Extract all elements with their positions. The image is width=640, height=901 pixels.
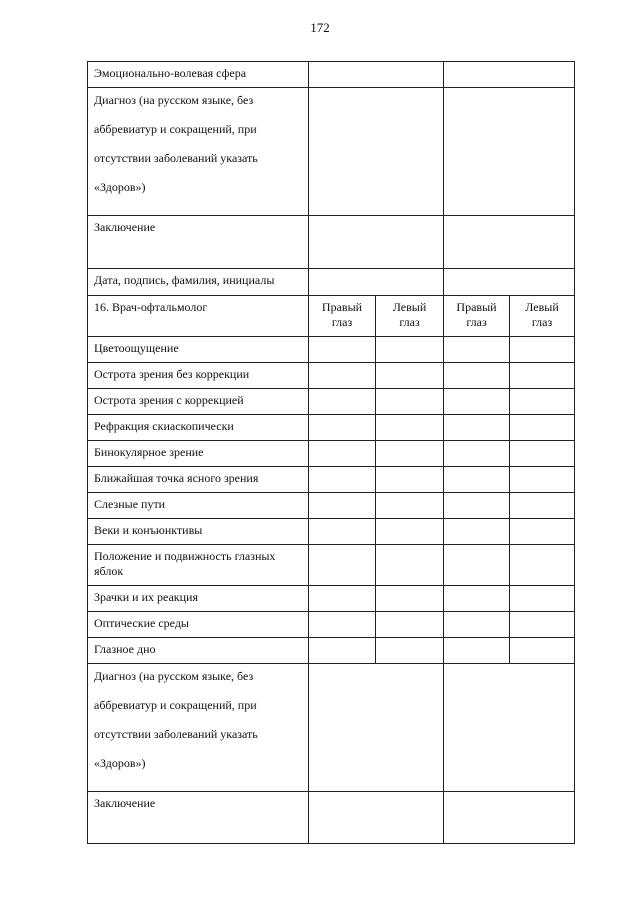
row-label: Положение и подвижность глазных яблок <box>88 545 309 586</box>
cell <box>510 545 575 586</box>
cell <box>510 441 575 467</box>
row-label: Зрачки и их реакция <box>88 586 309 612</box>
cell <box>376 389 444 415</box>
table-row <box>88 88 575 216</box>
conclusion-value-1 <box>309 216 444 269</box>
cell <box>309 519 376 545</box>
diagnosis-line: отсутствии заболеваний указать <box>94 151 258 165</box>
diagnosis-label <box>88 664 309 792</box>
emotional-sphere-value-2 <box>444 62 575 88</box>
cell <box>510 363 575 389</box>
signature-value-1 <box>309 269 444 296</box>
cell <box>444 441 510 467</box>
table-row <box>88 389 575 415</box>
cell <box>444 638 510 664</box>
cell <box>309 337 376 363</box>
diagnosis-label <box>88 88 309 216</box>
table-row <box>88 519 575 545</box>
row-label: Острота зрения без коррекции <box>88 363 309 389</box>
table-header-row <box>88 296 575 337</box>
cell <box>376 363 444 389</box>
col-header-right-eye-1: Правый глаз <box>309 296 376 337</box>
table-row <box>88 269 575 296</box>
diagnosis-line: «Здоров») <box>94 180 146 194</box>
conclusion-value-2 <box>444 792 575 844</box>
table-row <box>88 638 575 664</box>
cell <box>510 415 575 441</box>
cell <box>376 638 444 664</box>
row-label: Бинокулярное зрение <box>88 441 309 467</box>
row-label: Рефракция скиаскопически <box>88 415 309 441</box>
table-row <box>88 337 575 363</box>
cell <box>376 612 444 638</box>
cell <box>444 389 510 415</box>
diagnosis-line: аббревиатур и сокращений, при <box>94 698 257 712</box>
row-label: Веки и конъюнктивы <box>88 519 309 545</box>
cell <box>510 638 575 664</box>
diagnosis-line: Диагноз (на русском языке, без <box>94 669 254 683</box>
col-header-left-eye-2: Левый глаз <box>510 296 575 337</box>
diagnosis-value-1 <box>309 88 444 216</box>
cell <box>444 519 510 545</box>
conclusion-value-2 <box>444 216 575 269</box>
conclusion-label: Заключение <box>88 792 309 844</box>
table-row <box>88 545 575 586</box>
ophthalmologist-table <box>87 295 575 844</box>
cell <box>309 612 376 638</box>
table-row <box>88 493 575 519</box>
cell <box>376 586 444 612</box>
cell <box>444 467 510 493</box>
row-label: Цветоощущение <box>88 337 309 363</box>
cell <box>376 545 444 586</box>
table-row <box>88 612 575 638</box>
cell <box>309 493 376 519</box>
diagnosis-value-2 <box>444 664 575 792</box>
cell <box>309 415 376 441</box>
row-label: Оптические среды <box>88 612 309 638</box>
cell <box>444 545 510 586</box>
table-row <box>88 62 575 88</box>
diagnosis-line: отсутствии заболеваний указать <box>94 727 258 741</box>
row-label: Слезные пути <box>88 493 309 519</box>
cell <box>376 337 444 363</box>
table-row <box>88 467 575 493</box>
cell <box>376 467 444 493</box>
cell <box>376 493 444 519</box>
col-header-left-eye-1: Левый глаз <box>376 296 444 337</box>
signature-label: Дата, подпись, фамилия, инициалы <box>88 269 309 296</box>
diagnosis-value-2 <box>444 88 575 216</box>
diagnosis-line: «Здоров») <box>94 756 146 770</box>
cell <box>309 586 376 612</box>
cell <box>309 441 376 467</box>
diagnosis-value-1 <box>309 664 444 792</box>
table-row <box>88 441 575 467</box>
cell <box>376 519 444 545</box>
cell <box>309 363 376 389</box>
emotional-sphere-label: Эмоционально-волевая сфера <box>88 62 309 88</box>
cell <box>309 389 376 415</box>
cell <box>444 586 510 612</box>
table-row <box>88 664 575 792</box>
cell <box>510 389 575 415</box>
table-row <box>88 586 575 612</box>
cell <box>309 638 376 664</box>
row-label: Острота зрения с коррекцией <box>88 389 309 415</box>
cell <box>309 545 376 586</box>
row-label: Ближайшая точка ясного зрения <box>88 467 309 493</box>
cell <box>309 467 376 493</box>
page-number: 172 <box>310 20 330 35</box>
diagnosis-line: аббревиатур и сокращений, при <box>94 122 257 136</box>
cell <box>510 493 575 519</box>
conclusion-value-1 <box>309 792 444 844</box>
table-row <box>88 792 575 844</box>
table-row <box>88 415 575 441</box>
cell <box>444 415 510 441</box>
cell <box>510 337 575 363</box>
cell <box>376 441 444 467</box>
section-title: 16. Врач-офтальмолог <box>88 296 309 337</box>
row-label: Глазное дно <box>88 638 309 664</box>
table-row <box>88 363 575 389</box>
cell <box>510 612 575 638</box>
diagnosis-line: Диагноз (на русском языке, без <box>94 93 254 107</box>
emotional-sphere-value-1 <box>309 62 444 88</box>
cell <box>510 586 575 612</box>
cell <box>444 612 510 638</box>
cell <box>444 337 510 363</box>
cell <box>510 467 575 493</box>
form-table-upper <box>87 61 575 296</box>
conclusion-label: Заключение <box>88 216 309 269</box>
signature-value-2 <box>444 269 575 296</box>
cell <box>444 363 510 389</box>
cell <box>376 415 444 441</box>
col-header-right-eye-2: Правый глаз <box>444 296 510 337</box>
table-row <box>88 216 575 269</box>
cell <box>444 493 510 519</box>
cell <box>510 519 575 545</box>
